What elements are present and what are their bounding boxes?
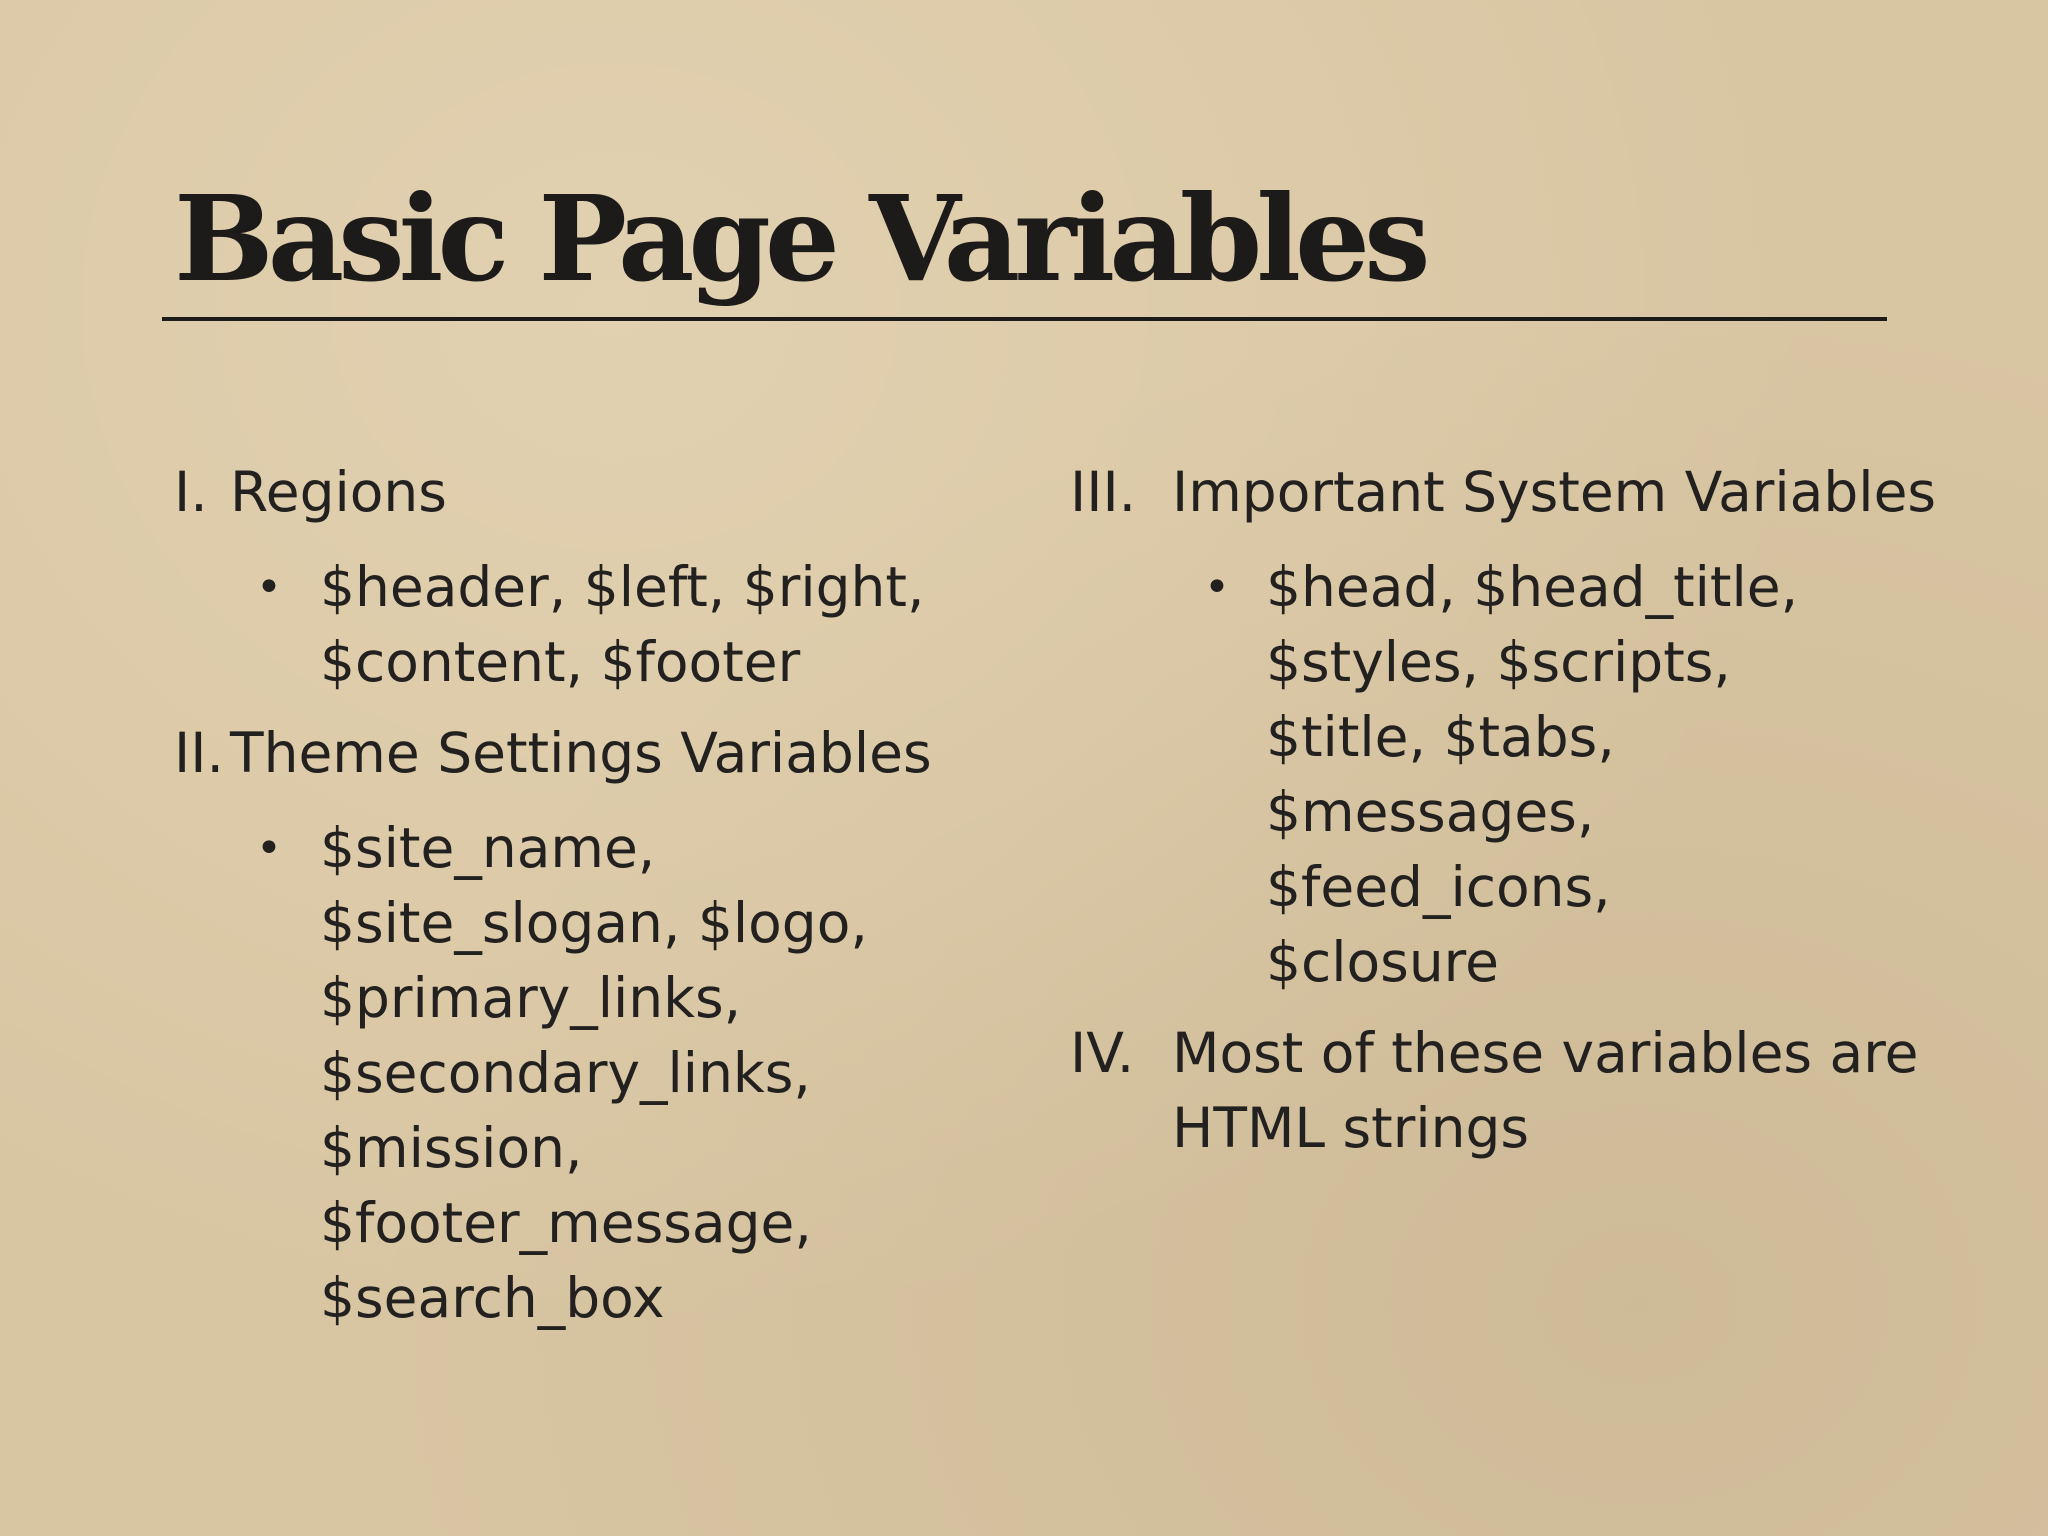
bullet-item-theme-settings	[174, 811, 1034, 1336]
outline-item-theme-settings	[174, 716, 1034, 791]
left-column	[174, 455, 1034, 1352]
outline-numeral: II.	[174, 721, 224, 785]
outline-label: Most of these variables are HTML strings	[1172, 1021, 1919, 1160]
outline-item-html-strings	[1070, 1016, 1970, 1166]
title-underline	[162, 317, 1887, 321]
bullet-item-regions	[174, 550, 1034, 700]
slide-title: Basic Page Variables	[174, 169, 1425, 308]
bullet-icon: •	[256, 562, 282, 613]
bullet-item-system-variables	[1070, 550, 1970, 1000]
bullet-text: $head, $head_title, $styles, $scripts, $title, $tabs, $messages, $feed_icons, $closure	[1266, 555, 1799, 994]
bullet-text: $header, $left, $right, $content, $footer	[320, 555, 925, 694]
bullet-text: $site_name, $site_slogan, $logo, $primary_links, $secondary_links, $mission, $footer_message, $search_box	[320, 816, 868, 1330]
outline-label: Theme Settings Variables	[230, 721, 932, 785]
outline-numeral: IV.	[1070, 1021, 1135, 1085]
outline-item-regions	[174, 455, 1034, 530]
outline-numeral: III.	[1070, 460, 1137, 524]
bullet-icon: •	[256, 823, 282, 874]
bullet-icon: •	[1204, 562, 1230, 613]
outline-label: Regions	[230, 460, 447, 524]
outline-label: Important System Variables	[1172, 460, 1937, 524]
outline-item-system-variables	[1070, 455, 1970, 530]
outline-numeral: I.	[174, 460, 208, 524]
right-column	[1070, 455, 1970, 1186]
